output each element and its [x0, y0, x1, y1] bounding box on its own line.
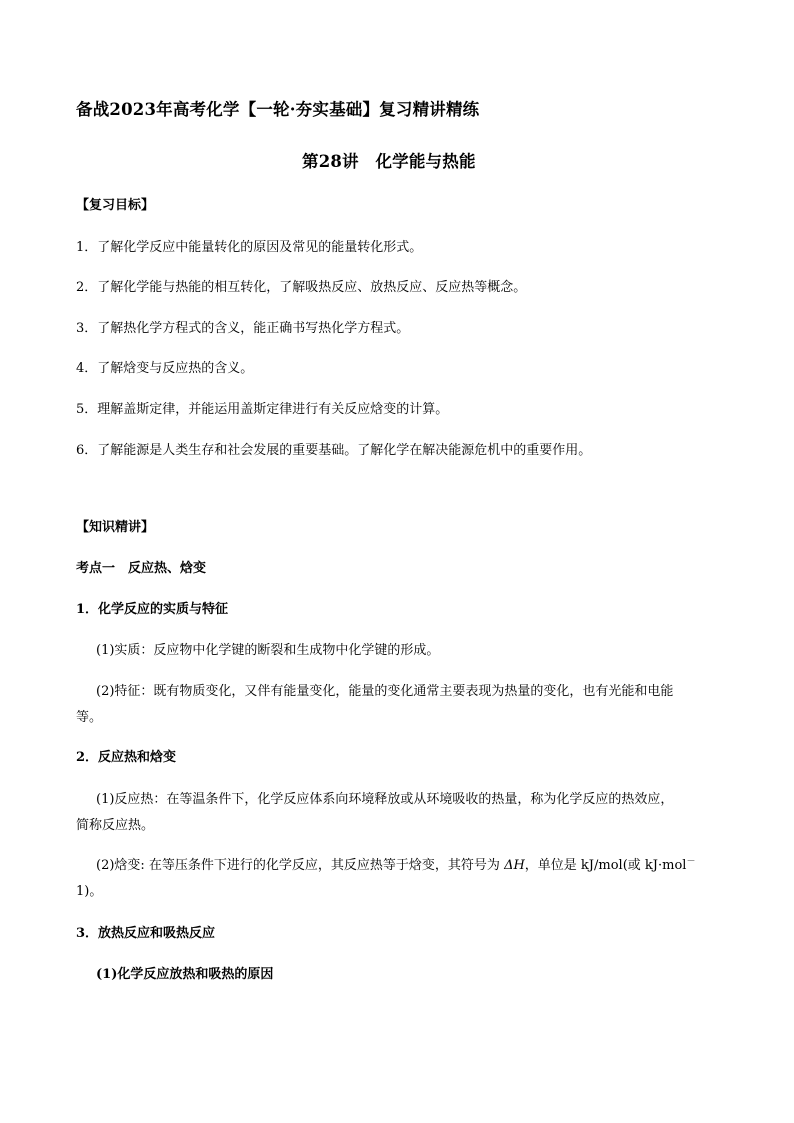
section-2-enthalpy-line2: 1)。	[76, 884, 103, 899]
objective-item-6: 6．了解能源是人类生存和社会发展的重要基础。了解化学在解决能源危机中的重要作用。	[76, 443, 592, 458]
document-title: 备战2023年高考化学【一轮·夯实基础】复习精讲精练	[76, 100, 480, 119]
section-2-reaction-heat-line1: (1)反应热：在等温条件下，化学反应体系向环境释放或从环境吸收的热量，称为化学反应的热效应，	[96, 792, 674, 807]
enthalpy-text-part2: ，单位是 kJ/mol(或 kJ·mol	[524, 858, 687, 873]
lecture-title: 第28讲 化学能与热能	[302, 152, 476, 171]
section-1-title: 1．化学反应的实质与特征	[76, 602, 229, 617]
objective-item-1: 1．了解化学反应中能量转化的原因及常见的能量转化形式。	[76, 240, 423, 255]
section-2-enthalpy-line1	[96, 854, 695, 873]
superscript-minus: －	[686, 857, 696, 867]
objective-item-2: 2．了解化学能与热能的相互转化，了解吸热反应、放热反应、反应热等概念。	[76, 280, 527, 295]
section-1-essence: (1)实质：反应物中化学键的断裂和生成物中化学键的形成。	[96, 643, 440, 658]
exam-point-1: 考点一 反应热、焓变	[76, 561, 207, 576]
section-2-title: 2．反应热和焓变	[76, 750, 177, 765]
section-3-title: 3．放热反应和吸热反应	[76, 926, 216, 941]
section-1-features-line1: (2)特征：既有物质变化，又伴有能量变化，能量的变化通常主要表现为热量的变化，也有光能和电能	[96, 684, 674, 699]
section-3-sub-1: (1)化学反应放热和吸热的原因	[96, 967, 274, 982]
objectives-heading: 【复习目标】	[76, 198, 155, 213]
enthalpy-text-part1: (2)焓变: 在等压条件下进行的化学反应，其反应热等于焓变，其符号为	[96, 858, 505, 873]
section-2-reaction-heat-line2: 简称反应热。	[76, 818, 155, 833]
objective-item-4: 4．了解焓变与反应热的含义。	[76, 361, 254, 376]
delta-h-symbol: ΔH	[504, 858, 525, 873]
objective-item-3: 3．了解热化学方程式的含义，能正确书写热化学方程式。	[76, 321, 410, 336]
knowledge-heading: 【知识精讲】	[76, 520, 155, 535]
objective-item-5: 5．理解盖斯定律，并能运用盖斯定律进行有关反应焓变的计算。	[76, 402, 449, 417]
section-1-features-line2: 等。	[76, 710, 103, 725]
